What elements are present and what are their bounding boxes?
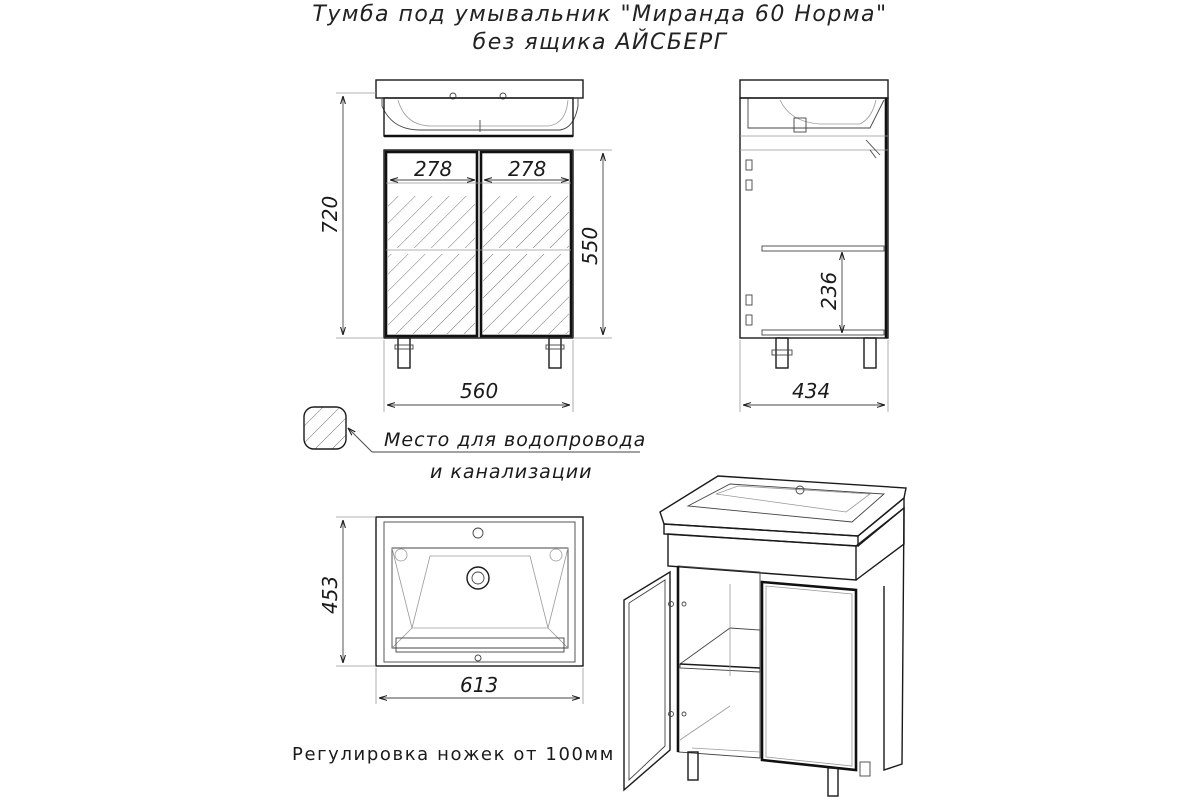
total-height-label: 720 [318, 195, 342, 234]
hatched-zone-icon [304, 407, 346, 449]
total-height-dimension [318, 93, 384, 338]
perspective-view [624, 476, 906, 796]
top-width-dimension [376, 668, 583, 704]
front-view [376, 80, 583, 368]
door-height-dimension [573, 150, 612, 338]
legend-line1: Место для водопровода [384, 429, 647, 451]
shelf-height-label: 236 [817, 271, 841, 310]
width-dimension [384, 340, 573, 412]
top-depth-dimension [318, 517, 376, 666]
depth-dimension [740, 340, 888, 412]
plumbing-zone-legend [304, 407, 646, 483]
legend-line2: и канализации [430, 461, 593, 483]
drawing-title-line2: без ящика АЙСБЕРГ [472, 30, 728, 55]
shelf-height-dimension [817, 252, 842, 333]
door-height-label: 550 [578, 226, 602, 265]
door-right-width-label: 278 [508, 157, 547, 181]
width-label: 560 [460, 379, 499, 403]
top-depth-label: 453 [318, 575, 342, 614]
side-view [740, 80, 888, 368]
top-view [376, 517, 583, 666]
leg-adjustment-note: Регулировка ножек от 100мм [292, 744, 615, 765]
door-left-width-label: 278 [414, 157, 453, 181]
depth-label: 434 [792, 379, 831, 403]
top-width-label: 613 [460, 673, 499, 697]
drawing-title-line1: Тумба под умывальник "Миранда 60 Норма" [312, 2, 888, 27]
